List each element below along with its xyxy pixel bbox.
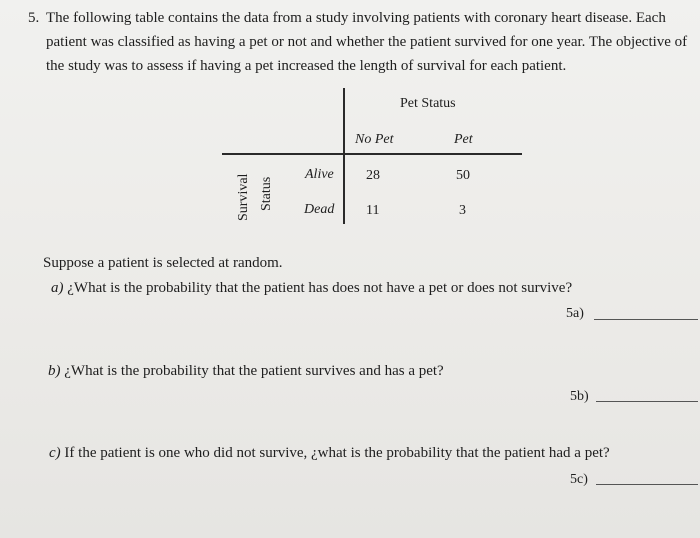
answer-label-5b: 5b)	[570, 389, 589, 404]
column-group-label: Pet Status	[400, 96, 456, 111]
part-c-letter: c)	[49, 445, 61, 461]
setup-text: Suppose a patient is selected at random.	[43, 255, 283, 271]
cell-dead-no-pet: 11	[366, 203, 380, 218]
part-c	[49, 443, 610, 463]
row-group-label-line1: Survival	[236, 173, 251, 221]
table-horizontal-rule	[222, 153, 522, 155]
part-a-letter: a)	[51, 280, 64, 296]
problem-intro-text: The following table contains the data from a study involving patients with coronary heart disease. Each patient was classified as having a pet or not and whether the patient survived for one year. The objective of the study was to assess if having a pet increased the length of survival for each patient.	[46, 10, 688, 74]
answer-label-5c: 5c)	[570, 472, 588, 487]
problem-statement	[28, 6, 696, 78]
part-c-question: If the patient is one who did not survive, ¿what is the probability that the patient had a pet?	[64, 445, 610, 461]
part-b	[48, 361, 444, 381]
table-vertical-rule	[343, 88, 345, 224]
row-label-alive: Alive	[305, 167, 334, 182]
part-a	[51, 278, 572, 298]
cell-dead-pet: 3	[459, 203, 466, 218]
answer-blank-5c[interactable]	[596, 484, 698, 485]
answer-blank-5b[interactable]	[596, 401, 698, 402]
column-header-pet: Pet	[454, 132, 473, 147]
problem-number: 5.	[28, 10, 40, 26]
column-header-no-pet: No Pet	[355, 132, 394, 147]
row-label-dead: Dead	[304, 202, 335, 217]
cell-alive-no-pet: 28	[366, 168, 380, 183]
row-group-label-line2: Status	[259, 176, 274, 211]
part-b-letter: b)	[48, 363, 61, 379]
cell-alive-pet: 50	[456, 168, 470, 183]
answer-blank-5a[interactable]	[594, 319, 698, 320]
part-a-question: ¿What is the probability that the patient has does not have a pet or does not survive?	[67, 280, 573, 296]
part-b-question: ¿What is the probability that the patient survives and has a pet?	[64, 363, 444, 379]
answer-label-5a: 5a)	[566, 306, 584, 321]
